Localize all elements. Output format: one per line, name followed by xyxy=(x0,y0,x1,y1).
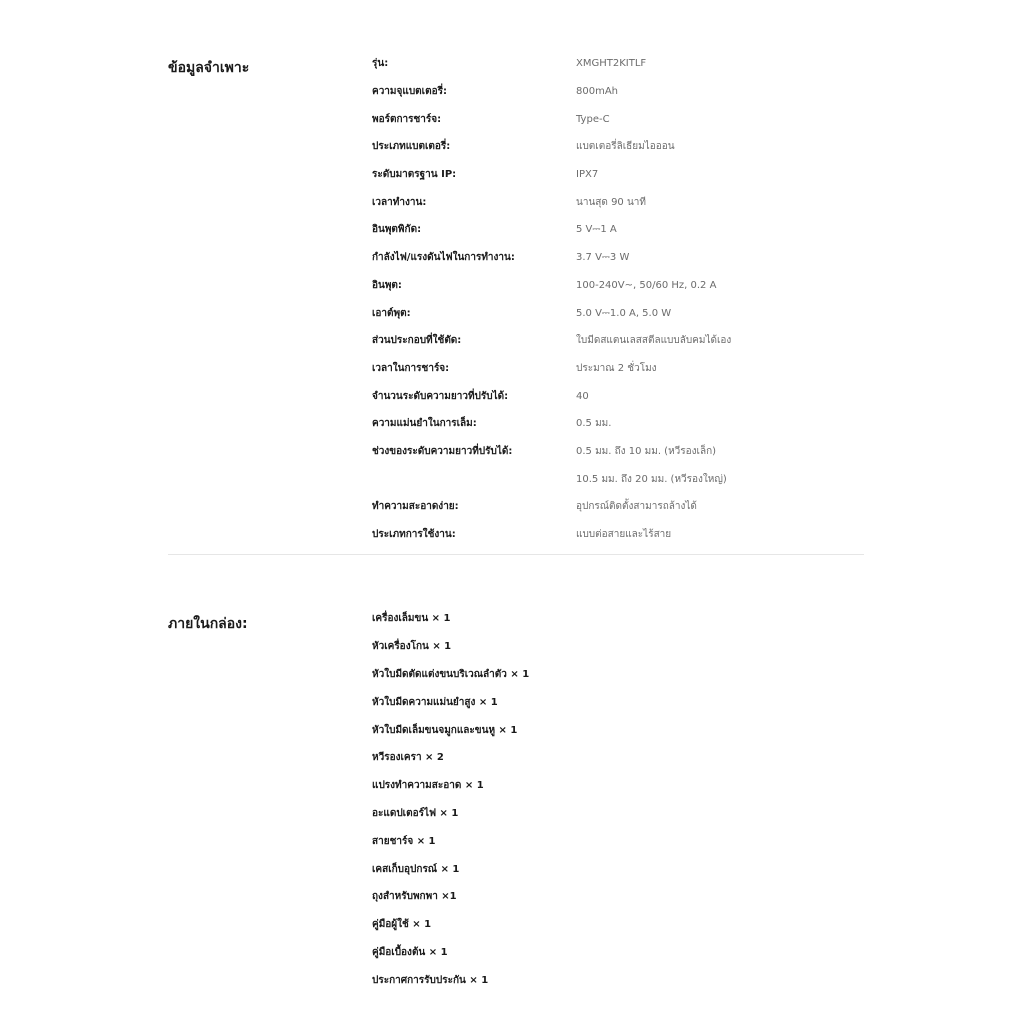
section-divider xyxy=(168,554,864,555)
spec-label: รุ่น: xyxy=(372,58,389,70)
spec-value: แบบต่อสายและไร้สาย xyxy=(576,529,672,541)
spec-row xyxy=(372,161,864,189)
in-box-item: คู่มือผู้ใช้ × 1 xyxy=(372,919,432,931)
spec-label: ความจุแบตเตอรี่: xyxy=(372,86,447,98)
spec-row xyxy=(372,382,864,410)
spec-label: เวลาในการชาร์จ: xyxy=(372,362,450,374)
in-box-item: หวีรองเครา × 2 xyxy=(372,752,444,764)
spec-label: ความแม่นยำในการเล็ม: xyxy=(372,418,477,430)
spec-label: ประเภทการใช้งาน: xyxy=(372,529,456,541)
spec-row xyxy=(372,299,864,327)
spec-value: XMGHT2KITLF xyxy=(576,58,647,70)
in-box-item: เครื่องเล็มขน × 1 xyxy=(372,613,451,625)
spec-value: Type-C xyxy=(576,113,610,125)
spec-label: เวลาทำงาน: xyxy=(372,196,427,208)
spec-row xyxy=(372,465,864,493)
spec-label: ส่วนประกอบที่ใช้ตัด: xyxy=(372,335,462,347)
in-box-item: สายชาร์จ × 1 xyxy=(372,835,436,847)
specs-list xyxy=(372,50,864,548)
spec-value: ประมาณ 2 ชั่วโมง xyxy=(576,362,657,374)
in-box-item: หัวเครื่องโกน × 1 xyxy=(372,641,452,653)
spec-row xyxy=(372,133,864,161)
spec-value: 0.5 มม. xyxy=(576,418,612,430)
spec-row xyxy=(372,50,864,78)
spec-value: นานสุด 90 นาที xyxy=(576,196,647,208)
spec-value: IPX7 xyxy=(576,169,599,181)
spec-row xyxy=(372,105,864,133)
spec-label: ประเภทแบตเตอรี่: xyxy=(372,141,451,153)
spec-row xyxy=(372,438,864,466)
spec-row xyxy=(372,272,864,300)
in-box-item: คู่มือเบื้องต้น × 1 xyxy=(372,946,448,958)
spec-label: ทำความสะอาดง่าย: xyxy=(372,501,459,513)
spec-label: อินพุต: xyxy=(372,279,402,291)
spec-row xyxy=(372,521,864,549)
spec-value: 5 V⎓1 A xyxy=(576,224,617,236)
in-box-list xyxy=(372,605,529,994)
spec-value: 0.5 มม. ถึง 10 มม. (หวีรองเล็ก) xyxy=(576,445,717,457)
specs-section-title: ข้อมูลจำเพาะ xyxy=(168,60,250,76)
in-box-item: แปรงทำความสะอาด × 1 xyxy=(372,780,484,792)
spec-row xyxy=(372,493,864,521)
in-box-item: ถุงสำหรับพกพา ×1 xyxy=(372,891,457,903)
in-box-item: หัวใบมีดความแม่นยำสูง × 1 xyxy=(372,696,498,708)
spec-value: 100-240V~, 50/60 Hz, 0.2 A xyxy=(576,279,717,291)
spec-value: 800mAh xyxy=(576,86,619,98)
in-box-section-title: ภายในกล่อง: xyxy=(168,616,248,632)
spec-label: ระดับมาตรฐาน IP: xyxy=(372,169,457,181)
spec-row xyxy=(372,188,864,216)
in-box-item: ประกาศการรับประกัน × 1 xyxy=(372,974,489,986)
spec-label: เอาต์พุต: xyxy=(372,307,411,319)
spec-row xyxy=(372,410,864,438)
spec-row xyxy=(372,78,864,106)
spec-value: 5.0 V⎓1.0 A, 5.0 W xyxy=(576,307,672,319)
spec-label: กำลังไฟ/แรงดันไฟในการทำงาน: xyxy=(372,252,515,264)
in-box-item: เคสเก็บอุปกรณ์ × 1 xyxy=(372,863,460,875)
in-box-item: หัวใบมีดตัดแต่งขนบริเวณลำตัว × 1 xyxy=(372,668,530,680)
spec-row xyxy=(372,355,864,383)
in-box-item: หัวใบมีดเล็มขนจมูกและขนหู × 1 xyxy=(372,724,518,736)
spec-row xyxy=(372,216,864,244)
spec-value: อุปกรณ์ติดตั้งสามารถล้างได้ xyxy=(576,501,697,513)
in-box-item: อะแดปเตอร์ไฟ × 1 xyxy=(372,807,459,819)
spec-label: ช่วงของระดับความยาวที่ปรับได้: xyxy=(372,445,513,457)
spec-value: แบตเตอรี่ลิเธียมไอออน xyxy=(576,141,675,153)
spec-row xyxy=(372,327,864,355)
spec-row xyxy=(372,244,864,272)
spec-value: 3.7 V⎓3 W xyxy=(576,252,630,264)
spec-value: ใบมีดสแตนเลสสตีลแบบลับคมได้เอง xyxy=(576,335,732,347)
spec-label: อินพุตพิกัด: xyxy=(372,224,422,236)
spec-label: จำนวนระดับความยาวที่ปรับได้: xyxy=(372,390,509,402)
spec-label: พอร์ตการชาร์จ: xyxy=(372,113,442,125)
spec-value: 40 xyxy=(576,390,589,402)
spec-value: 10.5 มม. ถึง 20 มม. (หวีรองใหญ่) xyxy=(576,473,727,485)
